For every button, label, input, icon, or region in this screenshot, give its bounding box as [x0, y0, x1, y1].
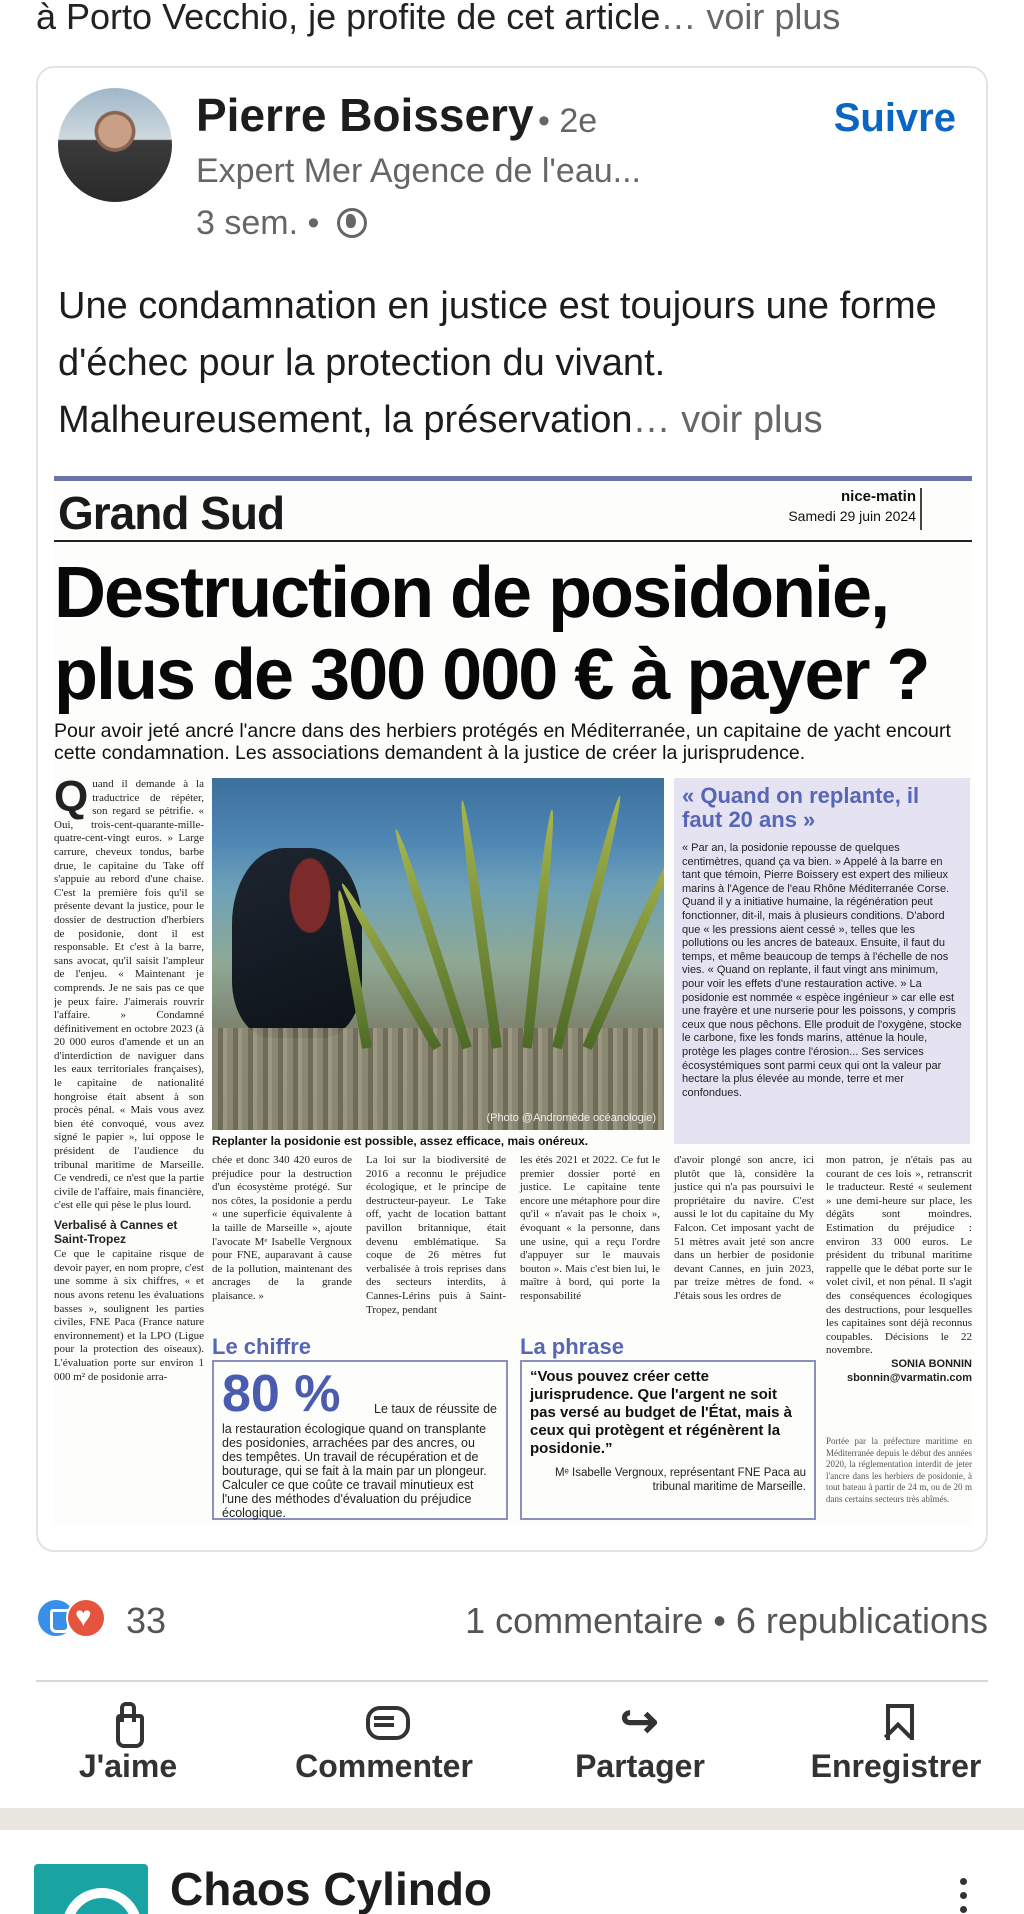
chiffre-value: 80 %	[222, 1365, 341, 1423]
globe-icon	[337, 208, 367, 238]
newspaper-date: Samedi 29 juin 2024	[788, 508, 916, 524]
sidebar-text: « Par an, la posidonie repousse de quelques centimètres, quand ça va bien. » Appelé à la barre en tant que témoin, Pierre Boissery est expert des milieux marins à l'Agence de l'eau Rhône Méditerranée Corse. Quand il y a initiative humaine, la régénération peut fonctionner, dit-il, mais à plusieurs conditions. D'abord que « les pressions aient cessé », telles que les pollutions ou les ancres de bateaux. Ensuite, il faut du temps, et même beaucoup de temps à l'échelle de nos vies. « Quand on replante, il faut vingt ans minimum, pour voir les effets d'une restauration active. » La posidonie est nommée « espèce ingénieur » car elle est une frayère et une nurserie pour les poissons, y compris ceux que nous pêchons. Elle produit de l'oxygène, stocke le carbone, fixe les fonds marins, atténue la houle, protège les plages contre l'érosion... Ses services écosystémiques sont parmi ceux qui ont la valeur par hectare la plus élevée au monde, terre et mer confondues.	[682, 842, 962, 1099]
author-headline: Expert Mer Agence de l'eau...	[196, 152, 641, 190]
more-options-icon[interactable]	[958, 1874, 968, 1914]
follow-button[interactable]: Suivre	[833, 96, 956, 140]
comments-reposts-count[interactable]: 1 commentaire • 6 republications	[465, 1600, 988, 1641]
connection-degree: • 2e	[538, 102, 598, 140]
author-name[interactable]: Pierre Boissery	[196, 89, 534, 141]
next-post-author[interactable]: Chaos Cylindo	[170, 1863, 493, 1914]
share-label: Partager	[575, 1748, 705, 1784]
article-column-4: les étés 2021 et 2022. Ce fut le premier dossier porté en justice. Le capitaine tente encore une métaphore pour dire qu'il « n'avait pas le choix », évoquant « la personne, dans une usine, qui a reçu l'ordre d'appuyer sur le mauvais bouton ». Mais c'est bien lui, le maître à bord, qui porte la responsabilité	[520, 1154, 660, 1302]
article-column-3: La loi sur la biodiversité de 2016 a reconnu le préjudice écologique, et le principe de destructeur-payeur. Le Take off, yacht de location battant pavillon britannique, était devenu emblématique. Sa coque de 26 mètres fut verbalisée à trois reprises dans des secteurs interdits, à Cannes-Lérins puis à Saint-Tropez, pendant	[366, 1154, 506, 1316]
phrase-source: Mᵉ Isabelle Vergnoux, représentant FNE Paca au tribunal maritime de Marseille.	[554, 1467, 806, 1493]
post-text: Une condamnation en justice est toujours une forme d'échec pour la protection du vivant. Malheureusement, la préservation… voir plus	[58, 285, 937, 441]
share-button[interactable]	[530, 1694, 750, 1794]
feed-separator	[0, 1808, 1024, 1830]
phrase-box	[520, 1360, 816, 1520]
previous-post-text: à Porto Vecchio, je profite de cet article… voir plus	[36, 0, 996, 40]
see-more-link[interactable]: voir plus	[681, 399, 823, 441]
diver-figure	[232, 848, 362, 1038]
divider	[36, 1680, 988, 1682]
photo-credit: (Photo @Andromède océanologie)	[486, 1112, 656, 1124]
like-label: J'aime	[78, 1748, 178, 1784]
seagrass-photo	[212, 778, 664, 1130]
article-author-email: sbonnin@varmatin.com	[846, 1371, 972, 1384]
newspaper-section: Grand Sud	[58, 487, 285, 539]
photo-caption: Replanter la posidonie est possible, assez efficace, mais onéreux.	[212, 1134, 589, 1148]
love-reaction-icon	[66, 1598, 106, 1638]
article-sidebar	[674, 778, 970, 1144]
article-column-1: Q uand il demande à la traductrice de répéter, son regard se pétrifie. « Oui, trois-cent-quarante-mille-quatre-cent-vingt euros. » Large carrure, cheveux tondus, barbe drue, le capitaine du Take off s'appuie au rebord d'une chaise. C'est la première fois qu'il se présente devant la justice, pour le dossier de destruction d'herbiers de posidonie, dont il est responsable. Et c'est à la barre, sans avocat, qu'il saisit l'ampleur de l'enjeu. « Maintenant je comprends. Je ne sais pas ce que je peux faire. J'aimerais rouvrir l'affaire. » Condamné définitivement en octobre 2023 (à 20 000 euros d'amende et un an d'interdiction de naviguer dans les eaux territoriales françaises), le capitaine de nationalité hongroise était absent à son procès pénal. « Mais vous avez bien été convoqué, vous avez signé le papier », lui oppose le président de l'audience du tribunal maritime de Marseille. Ce vendredi, ce n'est que la partie civile de l'affaire, mais financière, c'est elle qui pèse le plus lourd. Verbalisé à Cannes et Saint-Tropez Ce que le capitaine risque de devoir payer, en nom propre, c'est une somme à six chiffres, « et nous avons retenu les évaluations basses », soulignent les parties civiles, FNE Paca (France nature environnement) et la LPO (Ligue pour la protection des oiseaux). L'évaluation porte sur environ 1 000 m² de posidonie arra-	[54, 772, 204, 1383]
phrase-label: La phrase	[520, 1334, 624, 1359]
newspaper-name: nice-matin	[840, 488, 916, 505]
newspaper-lede: Pour avoir jeté ancré l'ancre dans des herbiers protégés en Méditerranée, un capitaine de yacht encourt cette condamnation. Les associations demandent à la justice de créer la jurisprudence.	[54, 720, 951, 764]
article-footnote: Portée par la préfecture maritime en Méditerranée depuis le début des années 2020, la réglementation interdit de jeter l'ancre dans les herbiers de posidonie, à tout bateau à partir de 24 m, ou de 20 m dans certains secteurs très abîmés.	[826, 1436, 972, 1504]
sidebar-title: « Quand on replante, il faut 20 ans »	[682, 783, 920, 832]
avatar[interactable]	[58, 88, 172, 202]
chiffre-text: la restauration écologique quand on transplante des posidonies, arrachées par des ancres, ou des tempêtes. Un travail de récupération et de bouturage, qui se fait à la main par un plongeur. Calculer ce que coûte ce travail minutieux est l'une des méthodes d'évaluation du préjudice écologique.	[222, 1422, 487, 1520]
save-button[interactable]	[786, 1694, 1006, 1794]
newspaper-divider	[920, 488, 922, 530]
seagrass-blade	[522, 809, 557, 1049]
newspaper-headline: Destruction de posidonie, plus de 300 000 € à payer ?	[54, 553, 929, 715]
seagrass-blade	[391, 828, 472, 1050]
bookmark-icon	[874, 1700, 918, 1744]
chiffre-box	[212, 1360, 508, 1520]
comment-label: Commenter	[295, 1748, 473, 1784]
newspaper-clipping-image[interactable]	[54, 476, 972, 1526]
dropcap: Q	[54, 772, 89, 821]
comment-icon	[362, 1700, 406, 1744]
seagrass-blade	[552, 795, 625, 1050]
phrase-quote: “Vous pouvez créer cette jurisprudence. Que l'argent ne soit pas versé au budget de l'État, mais à ceux qui protègent et régénèrent la posidonie.”	[530, 1368, 792, 1457]
like-button[interactable]	[18, 1694, 238, 1794]
newspaper-rule	[54, 540, 972, 542]
article-column-6: mon patron, je n'étais pas au courant de ces lois », retranscrit le traducteur. Resté « seulement » une demi-heure sur place, les dégâts sont moindres. Estimation du préjudice : environ 33 000 euros. Le président du tribunal maritime rappelle que le débat porte sur le volet civil, et non pénal. Il s'agit des conséquences écologiques des destructions, pour lesquelles les capitaines sont déjà reconnus coupables. Décisions le 22 novembre. SONIA BONNIN sbonnin@varmatin.com	[826, 1154, 972, 1384]
reaction-count: 33	[126, 1600, 167, 1641]
chiffre-intro: Le taux de réussite de	[374, 1402, 497, 1416]
reposted-post-card[interactable]	[36, 66, 988, 1552]
chiffre-label: Le chiffre	[212, 1334, 312, 1359]
share-arrow-icon	[618, 1700, 662, 1744]
company-logo[interactable]	[34, 1864, 148, 1914]
newspaper-top-rule	[54, 476, 972, 481]
save-label: Enregistrer	[810, 1748, 982, 1784]
article-column-5: d'avoir plongé son ancre, ici plutôt que là, considère la justice qui n'a pas poursuivi le propriétaire du navire. C'est aussi le lot du capitaine du My Falcon. Cet imposant yacht de 51 mètres avait jeté son ancre dans un herbier de posidonie devant Cannes, en juin 2023, par treize mètres de fond. « J'étais sous les ordres de	[674, 1154, 814, 1302]
article-subhead: Verbalisé à Cannes et Saint-Tropez	[54, 1218, 178, 1246]
thumbs-up-icon	[106, 1700, 150, 1744]
comment-button[interactable]	[274, 1694, 494, 1794]
post-time: 3 sem. •	[196, 204, 367, 243]
article-column-2: chée et donc 340 420 euros de préjudice pour la destruction d'un écosystème protégé. Sur nos côtes, la posidonie a perdu « une superficie équivalente à la taille de Marseille », ajoute l'avocate Mᵉ Isabelle Vergnoux pour FNE, auparavant à cause de la pollution, maintenant des ancrages de la grande plaisance. »	[212, 1154, 352, 1302]
see-more-link[interactable]: voir plus	[706, 0, 841, 37]
article-author: SONIA BONNIN	[891, 1357, 972, 1370]
post-action-bar	[0, 1694, 1024, 1794]
seagrass-blade	[457, 800, 502, 1049]
